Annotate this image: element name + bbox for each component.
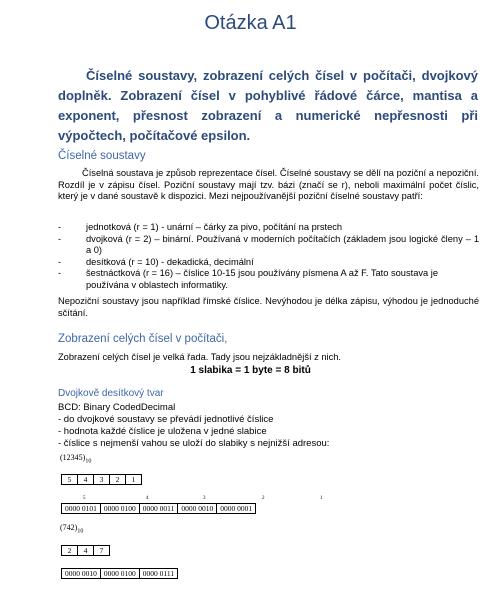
digit-table-742 bbox=[61, 545, 110, 556]
byte-cell: 0000 0100 bbox=[100, 504, 139, 514]
bcd-line: - do dvojkové soustavy se převádí jednotlivé číslice bbox=[58, 414, 274, 425]
digit-cell: 3 bbox=[94, 475, 110, 485]
digit-cell: 2 bbox=[110, 475, 126, 485]
section-heading-zobrazeni: Zobrazení celých čísel v počítači, bbox=[58, 333, 228, 345]
number-12345: $(12345)_{10}$ bbox=[60, 453, 92, 465]
intro-paragraph bbox=[58, 66, 478, 146]
section-heading-bcd: Dvojkově desítkový tvar bbox=[58, 388, 164, 399]
bcd-line: - číslice s nejmenší vahou se uloží do slabiky s nejnižší adresou: bbox=[58, 438, 330, 449]
bullet-list bbox=[58, 222, 479, 291]
index-label: 4 bbox=[146, 496, 149, 501]
bcd-list bbox=[58, 402, 329, 450]
byte-table-742 bbox=[61, 568, 178, 579]
paragraph-ciselne-soustavy: Číselná soustava je způsob reprezentace čísel. Číselné soustavy se dělí na poziční a nepoziční. Rozdíl je v zápisu čísel. Poziční soustavy mají tzv. bázi (značí se r), neboli maximální počet číslic, který je v dané soustavě k dispozici. Mezi nejpoužívanější poziční číselné soustavy patří: bbox=[58, 168, 479, 201]
byte-cell: 0000 0010 bbox=[62, 569, 101, 579]
list-item: - dvojková (r = 2) – binární. Používaná v moderních počítačích (základem jsou logické členy – 1 a 0) bbox=[58, 233, 479, 255]
digit-cell: 4 bbox=[78, 546, 94, 556]
bcd-line: BCD: Binary CodedDecimal bbox=[58, 402, 176, 413]
digit-cell: 4 bbox=[78, 475, 94, 485]
paragraph-nepozicni: Nepoziční soustavy jsou například římské číslice. Nevýhodou je délka zápisu, výhodou je jednoduché sčítání. bbox=[58, 296, 479, 318]
bcd-line: - hodnota každé číslice je uložena v jedné slabice bbox=[58, 426, 267, 437]
digit-cell: 2 bbox=[62, 546, 78, 556]
byte-cell: 0000 0101 bbox=[62, 504, 101, 514]
section-heading-ciselne-soustavy: Číselné soustavy bbox=[58, 150, 146, 162]
byte-cell: 0000 0001 bbox=[217, 504, 256, 514]
byte-cell: 0000 0100 bbox=[100, 569, 139, 579]
paragraph-zobrazeni: Zobrazení celých čísel je velká řada. Tady jsou nejzákladnější z nich. bbox=[58, 352, 342, 362]
page-title: Otázka A1 bbox=[204, 12, 297, 34]
list-item: - jednotková (r = 1) - unární – čárky za pivo, počítání na prstech bbox=[58, 222, 343, 232]
byte-cell: 0000 0011 bbox=[139, 504, 178, 514]
byte-cell: 0000 0010 bbox=[178, 504, 217, 514]
byte-definition: 1 slabika = 1 byte = 8 bitů bbox=[190, 365, 311, 376]
byte-cell: 0000 0111 bbox=[139, 569, 177, 579]
digit-cell: 7 bbox=[94, 546, 110, 556]
index-label: 3 bbox=[203, 496, 206, 501]
list-item: - desítková (r = 10) - dekadická, decimální bbox=[58, 256, 254, 267]
index-label: 5 bbox=[83, 496, 86, 501]
index-label: 1 bbox=[320, 496, 323, 501]
digit-cell: 5 bbox=[62, 475, 78, 485]
digit-table-12345 bbox=[61, 474, 142, 485]
digit-cell: 1 bbox=[126, 475, 142, 485]
byte-table-12345 bbox=[61, 503, 256, 514]
intro-text: Číselné soustavy, zobrazení celých čísel v počítači, dvojkový doplněk. Zobrazení čísel v pohyblivé řádové čárce, mantisa a exponent, přesnost zobrazení a numerické nepřesnosti při výpočtech, počítačové epsilon. bbox=[58, 68, 478, 143]
list-item: - šestnáctková (r = 16) – číslice 10-15 jsou používány písmena A až F. Tato soustava je používána v oblastech informatiky. bbox=[58, 268, 439, 290]
number-742: $(742)_{10}$ bbox=[60, 523, 84, 535]
index-label: 2 bbox=[262, 496, 265, 501]
